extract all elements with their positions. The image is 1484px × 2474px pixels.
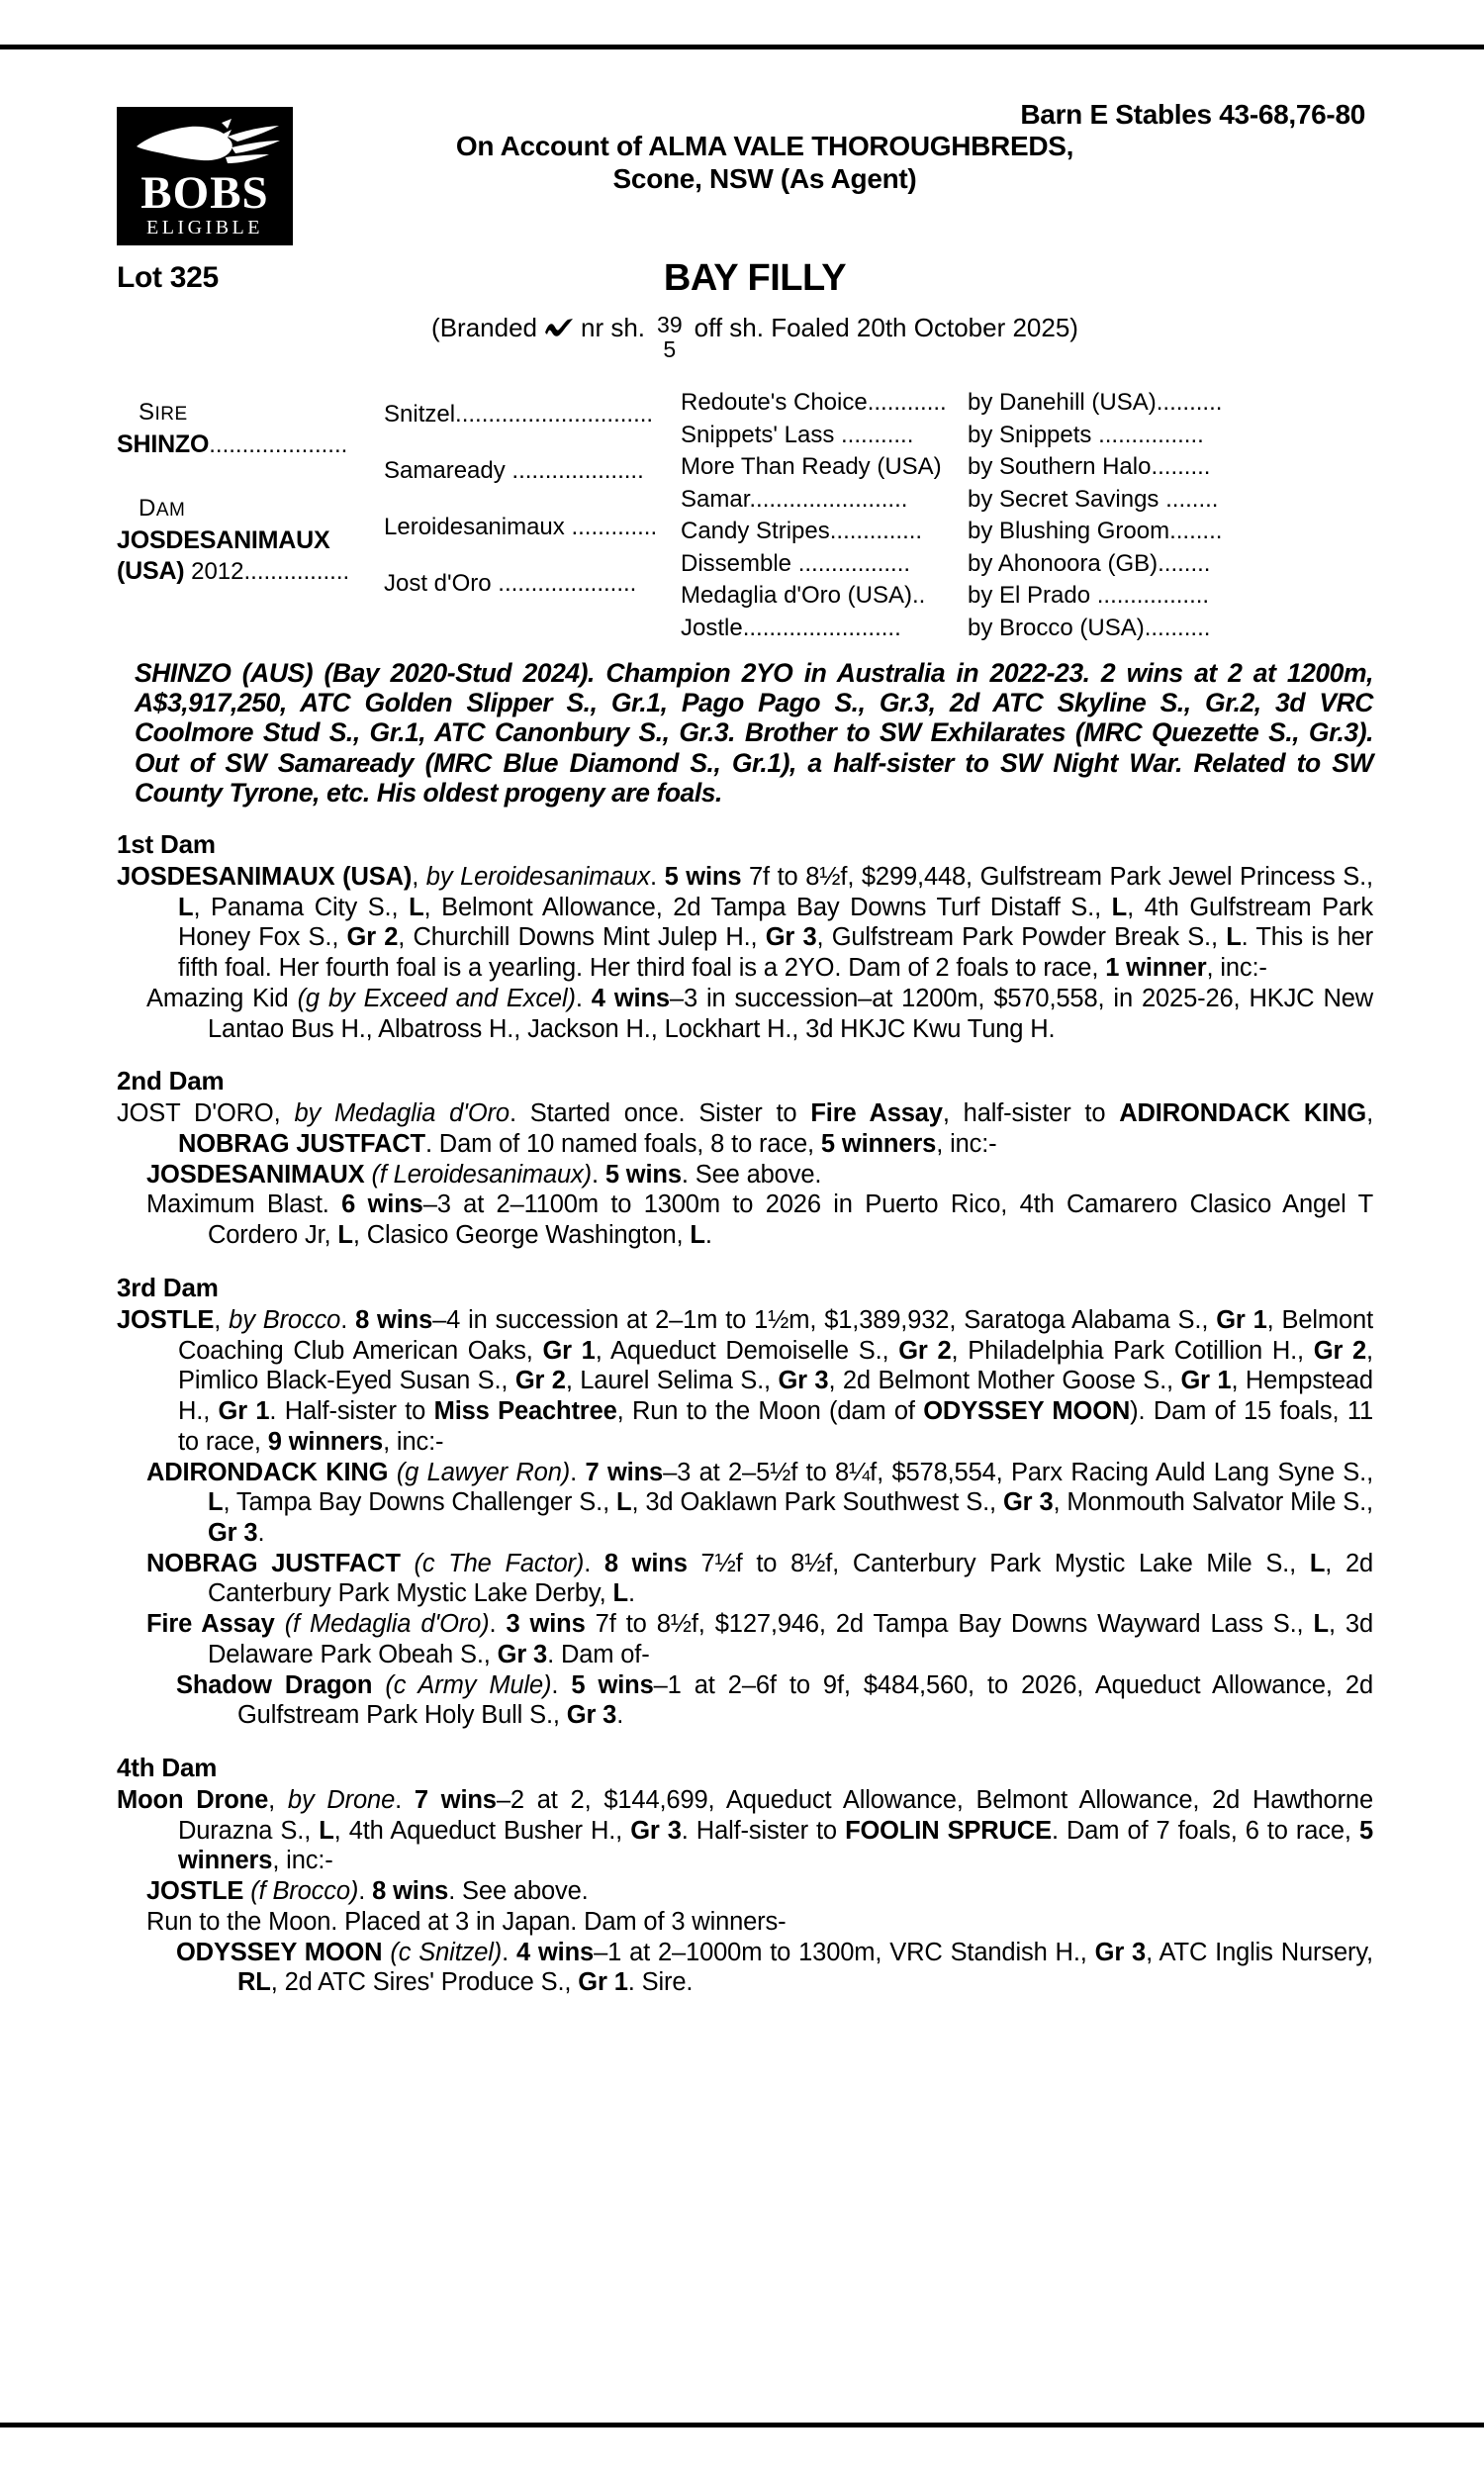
greatgrandparent-row (681, 484, 968, 517)
by-sire-row (968, 516, 1373, 548)
by-sire-name: by El Prado (968, 582, 1097, 609)
greatgrandparent-name: Candy Stripes (681, 518, 830, 544)
vendor-location-text: Scone, NSW (As Agent) (612, 162, 917, 194)
greatgrandparent-row (681, 613, 968, 645)
grandparent-name: Samaready (384, 459, 512, 483)
page-bottom-rule (0, 2423, 1484, 2427)
dam-heading: 4th Dam (117, 1752, 218, 1782)
grandparent-row (384, 459, 681, 483)
grandparent-name: Snitzel (384, 403, 456, 427)
greatgrandparent-row (681, 548, 968, 581)
page-top-rule (0, 45, 1484, 49)
grandparent-dots: .................... (511, 459, 644, 483)
by-sire-name: by Brocco (USA) (968, 614, 1145, 641)
greatgrandparent-row (681, 580, 968, 613)
greatgrandparent-name: Snippets' Lass (681, 421, 842, 448)
grandparent-name: Jost d'Oro (384, 572, 499, 596)
pedigree-entry: ADIRONDACK KING (g Lawyer Ron). 7 wins–3 at 2–5½f to 8¼f, $578,554, Parx Racing Auld Lang Syne S., L, Tampa Bay Downs Challenger S., L, 3d Oaklawn Park Southwest S., Gr 3, Monmouth Salvator Mile S., Gr 3. (146, 1458, 1374, 1547)
greatgrandparent-name: More Than Ready (USA) (681, 453, 942, 480)
brand-numerator: 39 (657, 312, 683, 337)
greatgrandparent-name: Jostle (681, 614, 743, 641)
by-sire-dots: ........ (1165, 485, 1219, 513)
brand-number-stack (657, 314, 683, 361)
dam-heading: 1st Dam (117, 829, 216, 860)
grandparent-row (384, 572, 681, 596)
greatgrandparent-row (681, 387, 968, 420)
greatgrandparent-dots: ............ (867, 389, 947, 416)
grandparent-dots: ............. (571, 516, 658, 539)
dam-year: 2012 (184, 558, 244, 585)
greatgrandparent-row (681, 451, 968, 484)
pedigree-entry: Maximum Blast. 6 wins–3 at 2–1100m to 1300m to 2026 in Puerto Rico, 4th Camarero Clasico Angel T Cordero Jr, L, Clasico George Washington, L. (146, 1190, 1374, 1250)
pedigree-entry: JOST D'ORO, by Medaglia d'Oro. Started once. Sister to Fire Assay, half-sister to ADIRONDACK KING, NOBRAG JUSTFACT. Dam of 10 named foals, 8 to race, 5 winners, inc:- (117, 1099, 1373, 1159)
sire-name: SHINZO (117, 430, 210, 458)
by-sire-name: by Southern Halo (968, 453, 1152, 480)
pedigree-entry: Fire Assay (f Medaglia d'Oro). 3 wins 7f to 8½f, $127,946, 2d Tampa Bay Downs Wayward Lass S., L, 3d Delaware Park Obeah S., Gr 3. Dam of- (146, 1610, 1373, 1668)
pedigree-col-by-sires (968, 387, 1373, 644)
by-sire-dots: ................. (1096, 582, 1210, 609)
pedigree-entry: Amazing Kid (g by Exceed and Excel). 4 wins–3 in succession–at 1200m, $570,558, in 2025-26, HKJC New Lantao Bus H., Albatross H., Jackson H., Lockhart H., 3d HKJC Kwu Tung H. (146, 984, 1374, 1043)
by-sire-dots: ......... (1151, 453, 1211, 480)
by-sire-dots: ........ (1158, 549, 1211, 577)
zigzag-brand-icon (544, 315, 574, 336)
dam-sections (117, 829, 1373, 1998)
by-sire-name: by Blushing Groom (968, 518, 1170, 544)
page-title: BAY FILLY (663, 257, 847, 299)
by-sire-row (968, 451, 1373, 484)
by-sire-dots: .......... (1144, 614, 1211, 641)
pedigree-entry: ODYSSEY MOON (c Snitzel). 4 wins–1 at 2–1000m to 1300m, VRC Standish H., Gr 3, ATC Inglis Nursery, RL, 2d ATC Sires' Produce S., Gr 1. Sire. (176, 1938, 1373, 1997)
by-sire-row (968, 548, 1373, 581)
pedigree-entry: JOSTLE, by Brocco. 8 wins–4 in succession at 2–1m to 1½m, $1,389,932, Saratoga Alabama S., Gr 1, Belmont Coaching Club American Oaks, Gr 1, Aqueduct Demoiselle S., Gr 2, Philadelphia Park Cotillion H., Gr 2, Pimlico Black-Eyed Susan S., Gr 2, Laurel Selima S., Gr 3, 2d Belmont Mother Goose S., Gr 1, Hempstead H., Gr 1. Half-sister to Miss Peachtree, Run to the Moon (dam of ODYSSEY MOON). Dam of 15 foals, 11 to race, 9 winners, inc:- (117, 1305, 1374, 1456)
branded-near-side: nr sh. (581, 313, 646, 342)
by-sire-dots: ........ (1169, 518, 1223, 544)
greatgrandparent-name: Redoute's Choice (681, 389, 868, 416)
pedigree-entry: Run to the Moon. Placed at 3 in Japan. Dam of 3 winners- (146, 1907, 787, 1936)
grandparent-row (384, 516, 681, 539)
lot-title-row (117, 257, 1373, 309)
greatgrandparent-dots: ........................ (749, 485, 908, 513)
greatgrandparent-name: Dissemble (681, 549, 798, 577)
greatgrandparent-name: Samar (681, 485, 750, 513)
sire-summary-paragraph: SHINZO (AUS) (Bay 2020-Stud 2024). Champion 2YO in Australia in 2022-23. 2 wins at 2 at 1200m, A$3,917,250, ATC Golden Slipper S., Gr.1, Pago Pago S., Gr.3, 2d ATC Skyline S., Gr.2, 3d VRC Coolmore Stud S., Gr.1, ATC Canonbury S., Gr.3. Brother to SW Exhilarates (MRC Quezette S., Gr.3). Out of SW Samaready (MRC Blue Diamond S., Gr.1), a half-sister to SW Night War. Related to SW County Tyrone, etc. His oldest progeny are foals. (135, 658, 1373, 808)
greatgrandparent-dots: ........... (841, 421, 914, 448)
eligible-wordmark: ELIGIBLE (146, 217, 263, 238)
branded-prefix: (Branded (431, 313, 537, 342)
barn-stables-text: Barn E Stables 43-68,76-80 (1020, 99, 1365, 130)
horse-head-icon (129, 117, 281, 172)
greatgrandparent-row (681, 516, 968, 548)
grandparent-name: Leroidesanimaux (384, 516, 572, 539)
dam-dots: ................ (243, 558, 350, 585)
greatgrandparent-row (681, 420, 968, 452)
by-sire-name: by Danehill (USA) (968, 389, 1157, 416)
pedigree-entry: JOSDESANIMAUX (USA), by Leroidesanimaux. 5 wins 7f to 8½f, $299,448, Gulfstream Park Jewel Princess S., L, Panama City S., L, Belmont Allowance, 2d Tampa Bay Downs Turf Distaff S., L, 4th Gulfstream Park Honey Fox S., Gr 2, Churchill Downs Mint Julep H., Gr 3, Gulfstream Park Powder Break S., L. This is her fifth foal. Her fourth foal is a yearling. Her third foal is a 2YO. Dam of 2 foals to race, 1 winner, inc:- (117, 863, 1374, 983)
pedigree-table (117, 387, 1373, 644)
by-sire-name: by Secret Savings (968, 485, 1166, 513)
sire-dots: ..................... (209, 431, 348, 458)
by-sire-row (968, 613, 1373, 645)
greatgrandparent-dots: ................. (797, 549, 911, 577)
bobs-wordmark: BOBS (140, 167, 269, 219)
bobs-eligible-logo (117, 107, 293, 245)
by-sire-dots: .......... (1156, 389, 1223, 416)
dam-origin-row (117, 559, 384, 584)
sire-row (117, 432, 384, 457)
dam-heading: 3rd Dam (117, 1272, 219, 1302)
by-sire-row (968, 387, 1373, 420)
pedigree-entry: Shadow Dragon (c Army Mule). 5 wins–1 at 2–6f to 9f, $484,560, to 2026, Aqueduct Allowance, 2d Gulfstream Park Holy Bull S., Gr 3. (176, 1670, 1373, 1730)
branding-details (117, 313, 1373, 365)
greatgrandparent-dots: ........................ (742, 614, 901, 641)
grandparent-row (384, 403, 681, 427)
dam-label: DAM (139, 495, 186, 522)
dam-heading: 2nd Dam (117, 1066, 225, 1096)
pedigree-entry: JOSDESANIMAUX (f Leroidesanimaux). 5 wins. See above. (146, 1160, 822, 1189)
dam-name: JOSDESANIMAUX (117, 526, 330, 554)
pedigree-entry: Moon Drone, by Drone. 7 wins–2 at 2, $144,699, Aqueduct Allowance, Belmont Allowance, 2d Hawthorne Durazna S., L, 4th Aqueduct Busher H., Gr 3. Half-sister to FOOLIN SPRUCE. Dam of 7 foals, 6 to race, 5 winners, inc:- (117, 1785, 1373, 1875)
pedigree-entry: NOBRAG JUSTFACT (c The Factor). 8 wins 7½f to 8½f, Canterbury Park Mystic Lake Mile S., L, 2d Canterbury Park Mystic Lake Derby, L. (146, 1549, 1374, 1608)
by-sire-name: by Snippets (968, 421, 1099, 448)
grandparent-dots: ..................... (498, 572, 637, 596)
greatgrandparent-dots: .............. (829, 518, 923, 544)
by-sire-name: by Ahonoora (GB) (968, 549, 1159, 577)
pedigree-entry: JOSTLE (f Brocco). 8 wins. See above. (146, 1877, 589, 1906)
by-sire-dots: ................ (1098, 421, 1204, 448)
greatgrandparent-dots: .. (912, 582, 926, 609)
greatgrandparent-name: Medaglia d'Oro (USA) (681, 582, 912, 609)
branded-suffix: off sh. Foaled 20th October 2025) (694, 313, 1078, 342)
pedigree-col-greatgrandparents (681, 387, 968, 644)
page-content (117, 99, 1373, 1998)
pedigree-col-grandparents (384, 387, 681, 644)
sire-label: SIRE (139, 399, 188, 426)
by-sire-row (968, 484, 1373, 517)
dam-country: (USA) (117, 557, 185, 585)
page-header (117, 99, 1373, 247)
brand-denominator: 5 (663, 336, 677, 362)
pedigree-col-parents (117, 387, 384, 644)
by-sire-row (968, 580, 1373, 613)
account-of-text: On Account of ALMA VALE THOROUGHBREDS, (455, 131, 1074, 162)
grandparent-dots: .............................. (455, 403, 654, 427)
by-sire-row (968, 420, 1373, 452)
lot-number: Lot 325 (117, 261, 219, 294)
